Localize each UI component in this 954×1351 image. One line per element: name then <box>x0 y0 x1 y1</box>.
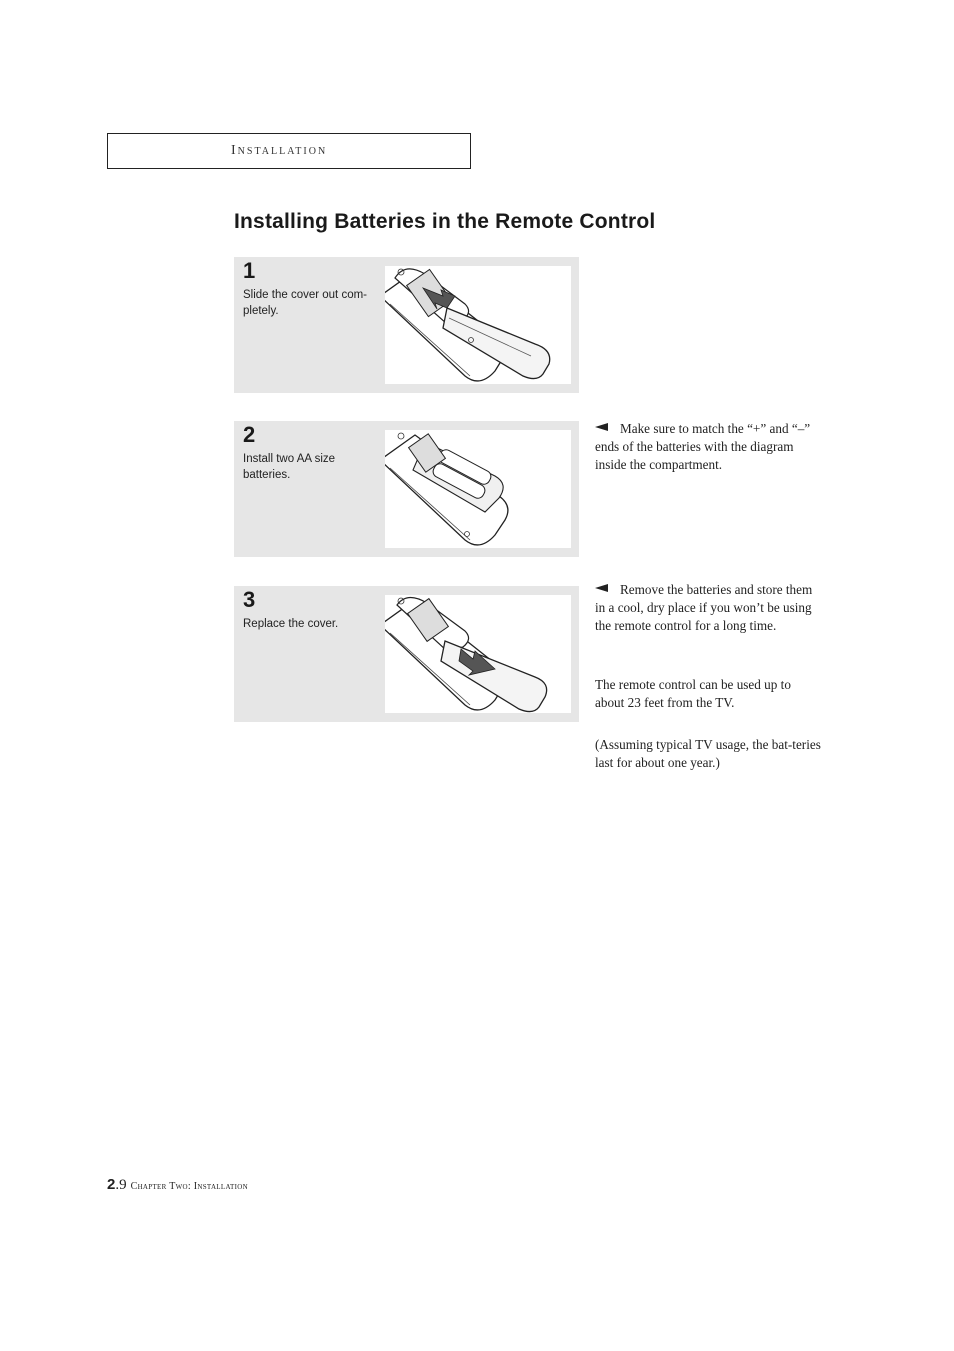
page-number-major: 2 <box>107 1176 116 1193</box>
note-storage-text: Remove the batteries and store them in a cool, dry place if you won’t be using the remote control for a long time. <box>595 582 813 633</box>
section-header-box <box>107 133 471 169</box>
note-range: The remote control can be used up to about 23 feet from the TV. <box>595 677 791 710</box>
step-2-number: 2 <box>243 422 256 447</box>
page-footer <box>107 1176 248 1194</box>
step-3-illustration <box>385 595 571 713</box>
page-number-minor: .9 <box>115 1177 127 1193</box>
note-polarity-text: Make sure to match the “+” and “–” ends of the batteries with the diagram inside the compartment. <box>595 421 811 472</box>
note-storage <box>595 581 821 635</box>
step-3-panel <box>234 586 579 722</box>
note-polarity <box>595 420 821 474</box>
step-1-panel <box>234 257 579 393</box>
step-2-illustration <box>385 430 571 548</box>
step-1-illustration <box>385 266 571 384</box>
step-1-number: 1 <box>243 258 256 283</box>
footer-chapter-label: Chapter Two: Installation <box>130 1181 248 1192</box>
page-title: Installing Batteries in the Remote Control <box>234 210 656 233</box>
section-header: Installation <box>231 143 328 158</box>
step-2-panel <box>234 421 579 557</box>
step-1-text: Slide the cover out com-pletely. <box>243 289 368 317</box>
step-3-number: 3 <box>243 587 256 612</box>
step-2-text: Install two AA size batteries. <box>243 453 336 481</box>
note-battery-life: (Assuming typical TV usage, the bat-teries last for about one year.) <box>595 737 821 770</box>
pointer-arrow-icon <box>595 584 608 592</box>
step-3-text: Replace the cover. <box>243 618 339 630</box>
pointer-arrow-icon <box>595 423 608 431</box>
